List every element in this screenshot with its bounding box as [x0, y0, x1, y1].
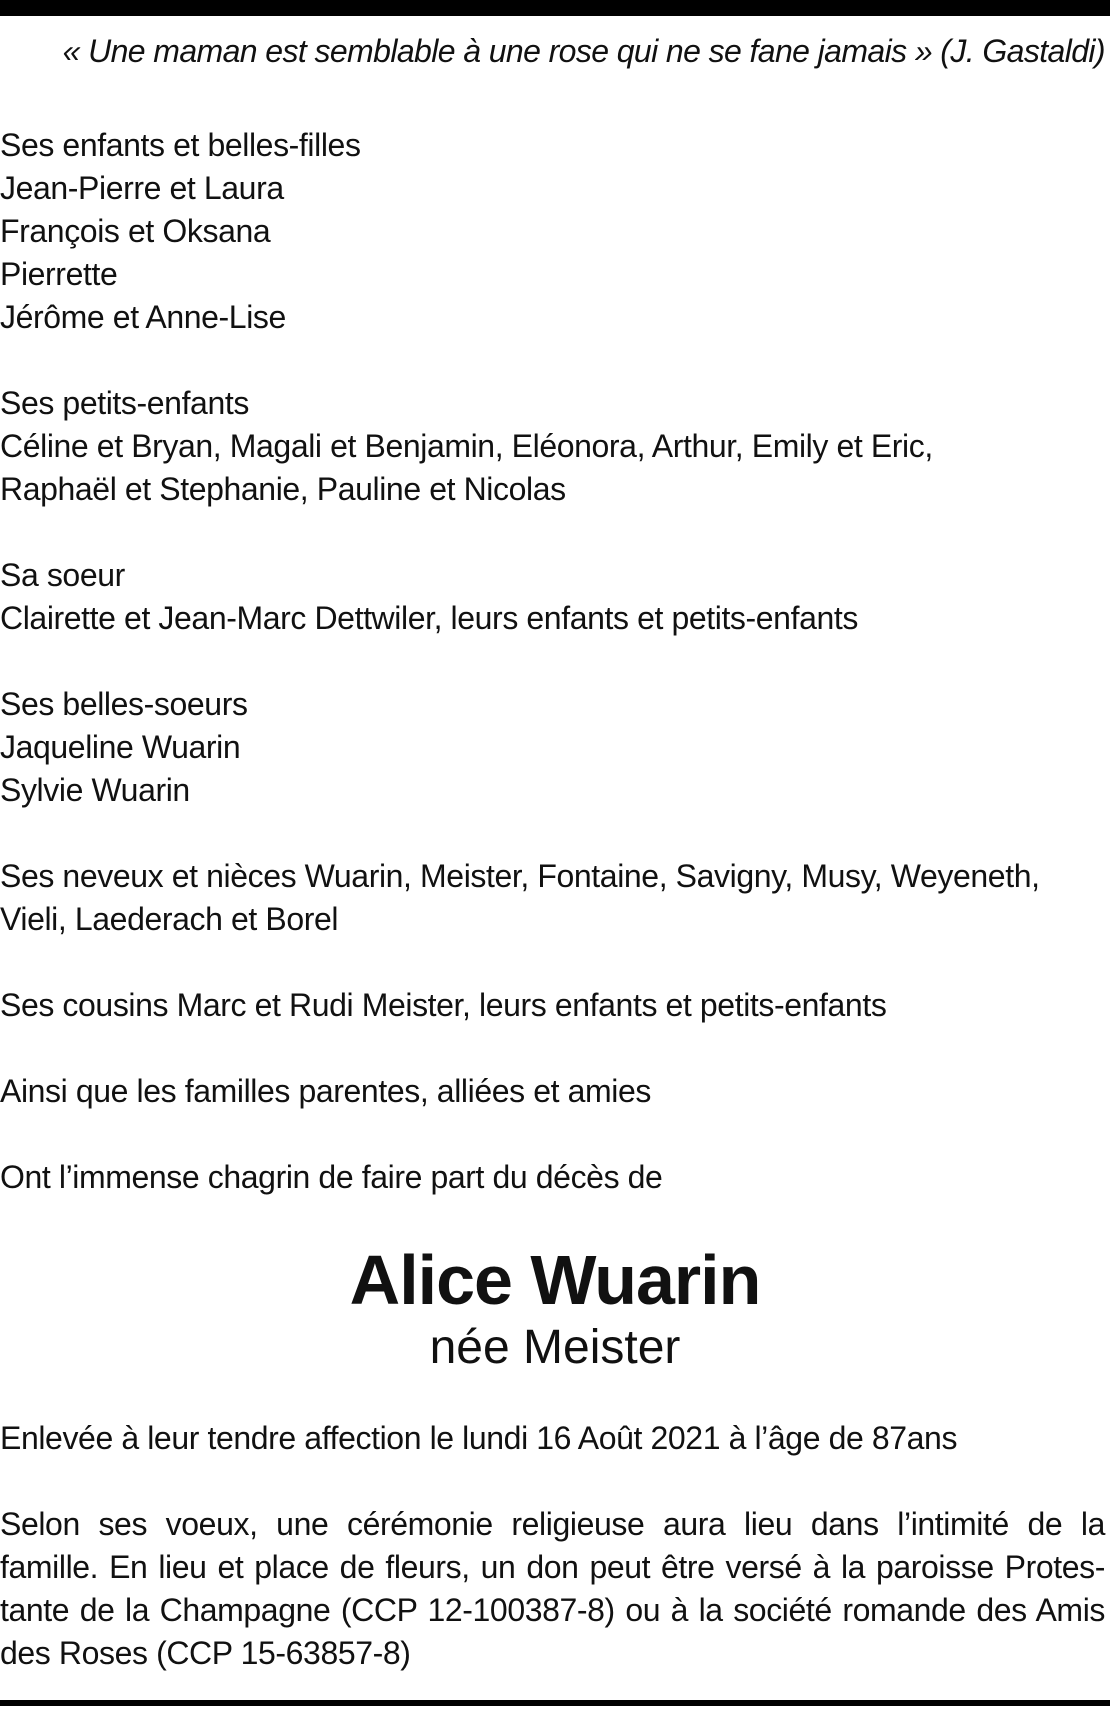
children-heading: Ses enfants et belles-filles: [0, 127, 361, 163]
sisters-in-law-heading: Ses belles-soeurs: [0, 686, 248, 722]
nephews-line: Vieli, Laederach et Borel: [0, 901, 339, 937]
children-name: Jérôme et Anne-Lise: [0, 299, 286, 335]
ceremony-paragraph: [0, 1503, 1105, 1675]
children-name: Pierrette: [0, 256, 118, 292]
grandchildren-line: Raphaël et Stephanie, Pauline et Nicolas: [0, 471, 566, 507]
sister-line: Clairette et Jean-Marc Dettwiler, leurs enfants et petits-enfants: [0, 600, 858, 636]
cousins-line: Ses cousins Marc et Rudi Meister, leurs enfants et petits-enfants: [0, 987, 887, 1023]
nephews-line: Ses neveux et nièces Wuarin, Meister, Fontaine, Savigny, Musy, Weyeneth,: [0, 858, 1040, 894]
death-notice: Enlevée à leur tendre affection le lundi 16 Août 2021 à l’âge de 87ans: [0, 1420, 958, 1456]
sisters-in-law-name: Jaqueline Wuarin: [0, 729, 241, 765]
children-name: François et Oksana: [0, 213, 271, 249]
ceremony-line: famille. En lieu et place de fleurs, un don peut être versé à la paroisse Protes-: [0, 1549, 1105, 1585]
sisters-in-law-name: Sylvie Wuarin: [0, 772, 190, 808]
maiden-name: née Meister: [429, 1321, 681, 1374]
ceremony-line: Selon ses voeux, une cérémonie religieuse aura lieu dans l’intimité de la: [0, 1506, 1105, 1542]
top-rule: [0, 0, 1110, 16]
ceremony-line: des Roses (CCP 15-63857-8): [0, 1635, 411, 1671]
children-name: Jean-Pierre et Laura: [0, 170, 284, 206]
ceremony-line: tante de la Champagne (CCP 12-100387-8) ou à la société romande des Amis: [0, 1592, 1105, 1628]
bottom-rule: [0, 1700, 1110, 1706]
grandchildren-heading: Ses petits-enfants: [0, 385, 249, 421]
announcement-line: Ont l’immense chagrin de faire part du décès de: [0, 1159, 663, 1195]
deceased-name: Alice Wuarin: [349, 1241, 761, 1319]
sister-heading: Sa soeur: [0, 557, 125, 593]
families-line: Ainsi que les familles parentes, alliées et amies: [0, 1073, 651, 1109]
grandchildren-line: Céline et Bryan, Magali et Benjamin, Eléonora, Arthur, Emily et Eric,: [0, 428, 933, 464]
epigraph-quote: « Une maman est semblable à une rose qui ne se fane jamais » (J. Gastaldi): [62, 33, 1105, 69]
